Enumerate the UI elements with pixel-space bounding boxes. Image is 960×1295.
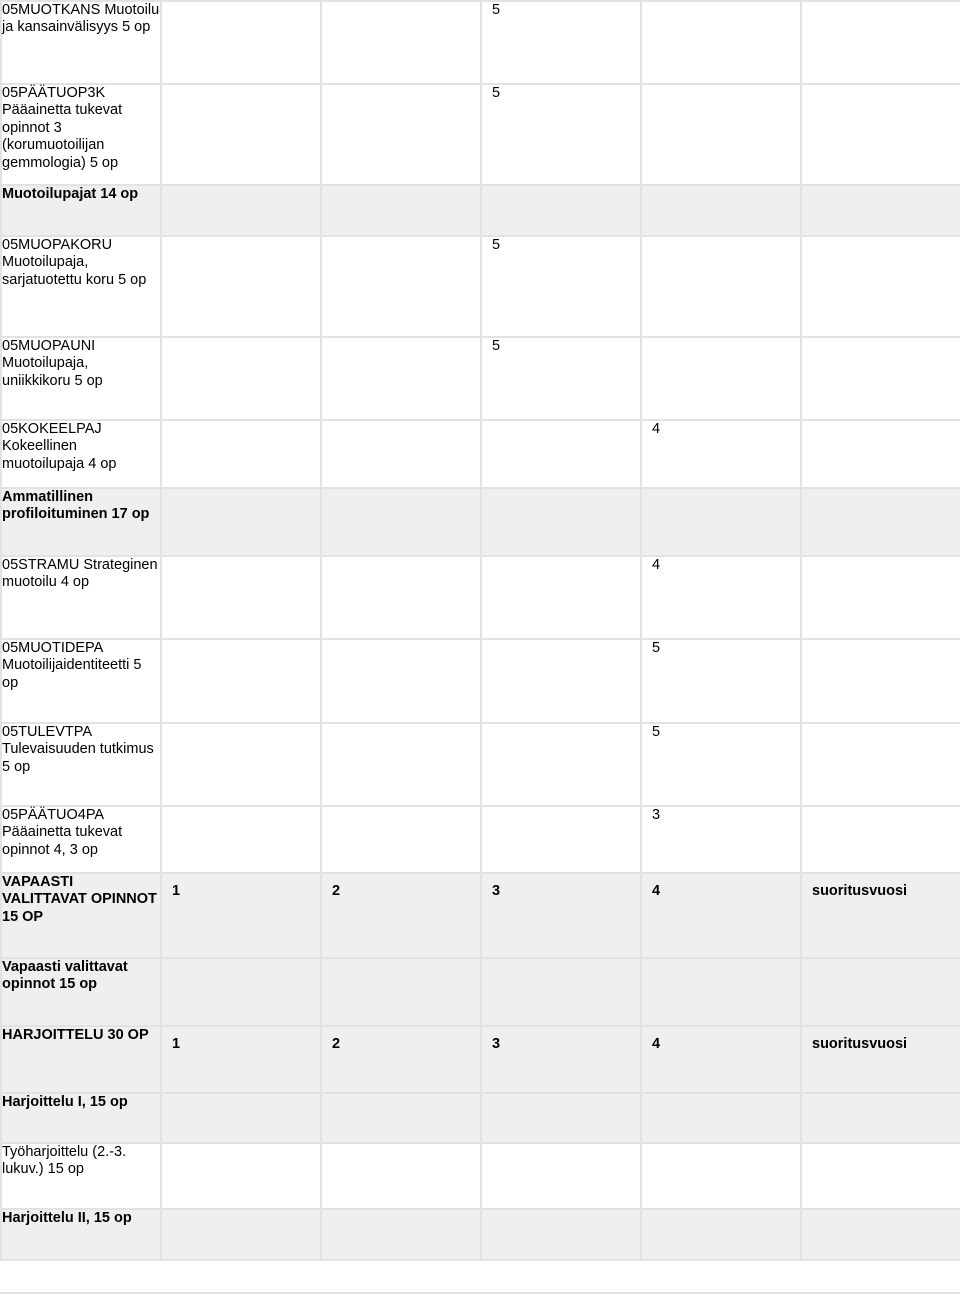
year-header: 4 <box>641 873 801 958</box>
section-header-row <box>1 1026 960 1093</box>
year-cell <box>321 236 481 337</box>
year-cell <box>481 488 641 556</box>
year-cell <box>801 806 960 873</box>
year-header: 2 <box>321 873 481 958</box>
year-cell <box>481 1143 641 1209</box>
year-cell <box>161 1 321 84</box>
year-cell <box>801 236 960 337</box>
year-cell <box>161 958 321 1026</box>
section-row <box>1 1209 960 1260</box>
year-cell: 4 <box>641 420 801 488</box>
year-cell <box>801 420 960 488</box>
course-label: 05MUOPAKORU Muotoilupaja, sarjatuotettu koru 5 op <box>1 236 161 337</box>
year-cell <box>641 1 801 84</box>
course-label: 05MUOTIDEPA Muotoilijaidentiteetti 5 op <box>1 639 161 723</box>
table-row <box>1 806 960 873</box>
year-cell: 3 <box>641 806 801 873</box>
year-cell <box>481 958 641 1026</box>
year-header: 1 <box>161 873 321 958</box>
year-cell <box>801 958 960 1026</box>
year-header: 4 <box>641 1026 801 1093</box>
course-label: 05MUOPAUNI Muotoilupaja, uniikkikoru 5 op <box>1 337 161 420</box>
year-cell <box>801 185 960 236</box>
year-cell <box>161 723 321 806</box>
section-label: Vapaasti valittavat opinnot 15 op <box>1 958 161 1026</box>
year-cell <box>641 185 801 236</box>
year-cell <box>801 337 960 420</box>
year-cell <box>481 185 641 236</box>
section-label: HARJOITTELU 30 OP <box>1 1026 161 1093</box>
year-cell <box>161 84 321 185</box>
year-cell <box>321 84 481 185</box>
section-row <box>1 185 960 236</box>
section-row <box>1 1093 960 1143</box>
course-label: 05PÄÄTUO4PA Pääainetta tukevat opinnot 4, 3 op <box>1 806 161 873</box>
year-cell <box>801 639 960 723</box>
year-cell <box>641 1143 801 1209</box>
year-cell <box>801 1093 960 1143</box>
year-cell <box>641 1093 801 1143</box>
year-cell <box>481 806 641 873</box>
year-cell <box>641 1209 801 1260</box>
year-cell <box>641 236 801 337</box>
table-row <box>1 1143 960 1209</box>
year-header: 3 <box>481 1026 641 1093</box>
section-label: Harjoittelu I, 15 op <box>1 1093 161 1143</box>
completion-year-header: suoritusvuosi <box>801 873 960 958</box>
year-cell <box>481 639 641 723</box>
year-cell <box>321 1093 481 1143</box>
year-cell <box>161 236 321 337</box>
year-cell <box>161 337 321 420</box>
year-cell: 5 <box>641 723 801 806</box>
section-label: Harjoittelu II, 15 op <box>1 1209 161 1260</box>
table-row <box>1 420 960 488</box>
year-cell <box>321 1209 481 1260</box>
year-cell <box>801 556 960 639</box>
year-cell <box>321 806 481 873</box>
year-cell <box>481 1209 641 1260</box>
section-row <box>1 958 960 1026</box>
course-label: 05STRAMU Strateginen muotoilu 4 op <box>1 556 161 639</box>
year-cell <box>161 639 321 723</box>
year-cell <box>161 1093 321 1143</box>
year-header: 3 <box>481 873 641 958</box>
year-cell: 4 <box>641 556 801 639</box>
course-label: Työharjoittelu (2.-3. lukuv.) 15 op <box>1 1143 161 1209</box>
year-cell <box>161 556 321 639</box>
year-cell <box>321 337 481 420</box>
year-cell <box>481 723 641 806</box>
year-cell <box>161 806 321 873</box>
year-cell <box>321 185 481 236</box>
section-label: Ammatillinen profiloituminen 17 op <box>1 488 161 556</box>
table-row <box>1 337 960 420</box>
year-cell <box>801 1 960 84</box>
table-row <box>1 556 960 639</box>
course-label: 05KOKEELPAJ Kokeellinen muotoilupaja 4 op <box>1 420 161 488</box>
course-label: 05PÄÄTUOP3K Pääainetta tukevat opinnot 3 (korumuotoilijan gemmologia) 5 op <box>1 84 161 185</box>
year-cell: 5 <box>481 84 641 185</box>
year-cell: 5 <box>641 639 801 723</box>
bottom-rule <box>0 1292 960 1294</box>
table-row <box>1 639 960 723</box>
year-cell <box>321 639 481 723</box>
year-cell <box>801 84 960 185</box>
year-cell <box>161 1143 321 1209</box>
year-cell <box>641 337 801 420</box>
year-cell <box>641 84 801 185</box>
year-cell <box>161 185 321 236</box>
table-row <box>1 236 960 337</box>
year-cell <box>481 420 641 488</box>
year-cell <box>321 958 481 1026</box>
section-label: Muotoilupajat 14 op <box>1 185 161 236</box>
year-cell: 5 <box>481 1 641 84</box>
year-cell <box>481 1093 641 1143</box>
year-cell <box>801 1209 960 1260</box>
year-header: 1 <box>161 1026 321 1093</box>
year-cell <box>321 1143 481 1209</box>
table-row <box>1 1 960 84</box>
course-label: 05MUOTKANS Muotoilu ja kansainvälisyys 5 op <box>1 1 161 84</box>
year-cell <box>321 1 481 84</box>
year-cell <box>801 488 960 556</box>
section-label: VAPAASTI VALITTAVAT OPINNOT 15 OP <box>1 873 161 958</box>
year-cell <box>321 556 481 639</box>
year-cell <box>481 556 641 639</box>
course-label: 05TULEVTPA Tulevaisuuden tutkimus 5 op <box>1 723 161 806</box>
year-cell <box>801 1143 960 1209</box>
completion-year-header: suoritusvuosi <box>801 1026 960 1093</box>
year-header: 2 <box>321 1026 481 1093</box>
year-cell <box>321 488 481 556</box>
table-row <box>1 84 960 185</box>
section-header-row <box>1 873 960 958</box>
year-cell <box>161 488 321 556</box>
section-row <box>1 488 960 556</box>
year-cell: 5 <box>481 236 641 337</box>
year-cell <box>801 723 960 806</box>
year-cell: 5 <box>481 337 641 420</box>
year-cell <box>161 420 321 488</box>
year-cell <box>641 958 801 1026</box>
year-cell <box>161 1209 321 1260</box>
year-cell <box>321 723 481 806</box>
year-cell <box>321 420 481 488</box>
year-cell <box>641 488 801 556</box>
table-row <box>1 723 960 806</box>
